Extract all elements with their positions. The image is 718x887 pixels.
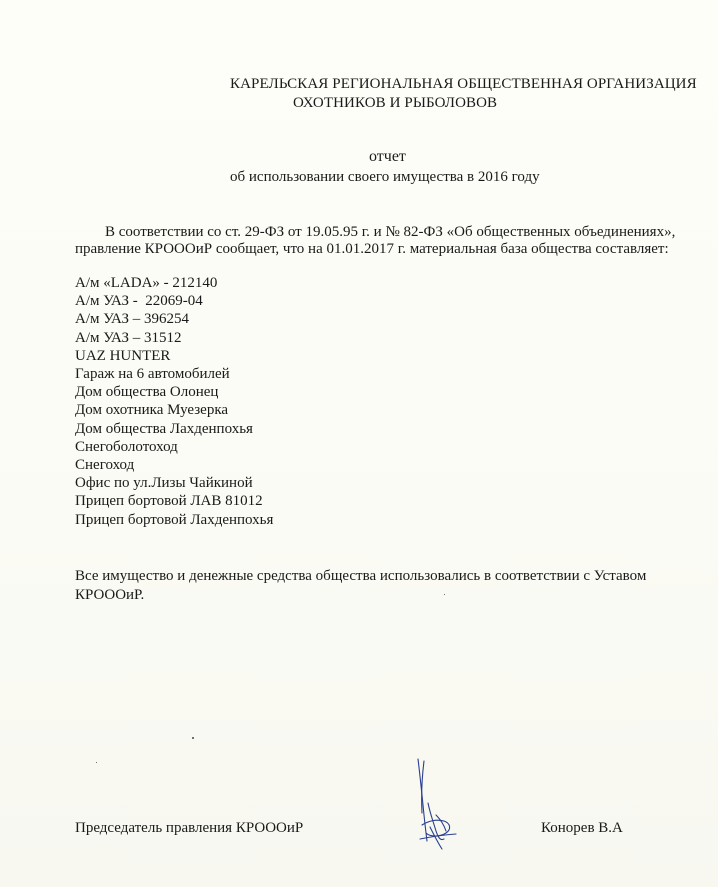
org-name-line-2: ОХОТНИКОВ И РЫБОЛОВОВ [293,95,498,111]
asset-item: Дом общества Лахденпохья [75,420,253,437]
report-subtitle: об использовании своего имущества в 2016 году [230,169,540,185]
asset-list [75,274,273,529]
asset-item: А/м УАЗ – 31512 [75,329,182,346]
chairman-name: Конорев В.А [541,820,623,836]
asset-item: А/м УАЗ - 22069-04 [75,293,203,310]
asset-item: Снегоболотоход [75,438,178,455]
paper-speck [192,737,194,739]
asset-item: А/м «LADA» - 212140 [75,275,218,291]
org-name-line-1: КАРЕЛЬСКАЯ РЕГИОНАЛЬНАЯ ОБЩЕСТВЕННАЯ ОРГАНИЗАЦИЯ [230,76,697,92]
asset-item: Прицеп бортовой ЛАВ 81012 [75,493,263,510]
asset-item: А/м УАЗ – 396254 [75,311,189,328]
handwritten-signature [400,755,470,855]
asset-item: Снегоход [75,457,135,474]
asset-item: Дом общества Олонец [75,384,219,401]
asset-item: Гараж на 6 автомобилей [75,366,230,383]
report-title: отчет [369,148,406,165]
paper-speck [444,594,445,595]
closing-statement: Все имущество и денежные средства общества использовались в соответствии с Уставом КРОООиР. [75,568,647,603]
paper-speck [96,762,97,763]
chairman-label: Председатель правления КРОООиР [75,820,304,836]
asset-item: Дом охотника Муезерка [75,402,229,419]
intro-paragraph-line-2: правление КРОООиР сообщает, что на 01.01.2017 г. материальная база общества составляет: [75,241,669,257]
asset-item: Офис по ул.Лизы Чайкиной [75,475,253,492]
intro-paragraph-line-1: В соответствии со ст. 29-ФЗ от 19.05.95 г. и № 82-ФЗ «Об общественных объединениях», [105,224,676,240]
asset-item: Прицеп бортовой Лахденпохья [75,511,274,528]
asset-item: UAZ HUNTER [75,347,171,364]
